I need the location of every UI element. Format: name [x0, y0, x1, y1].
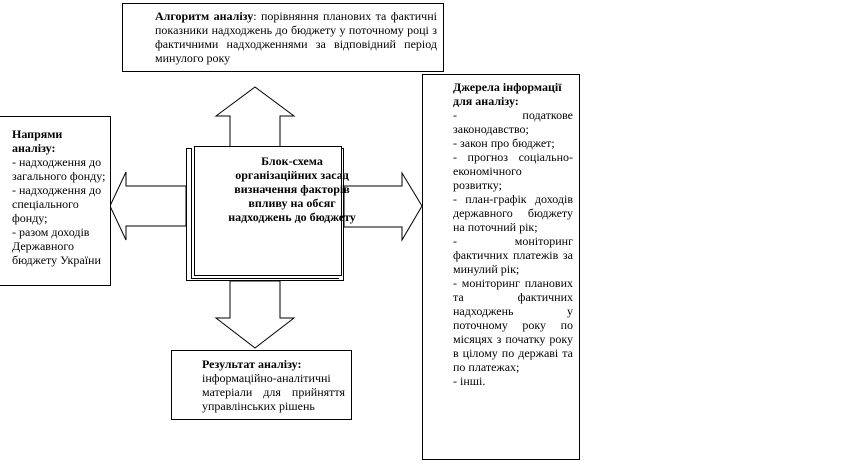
sources-item: - інші.	[453, 374, 486, 388]
arrow-left	[110, 172, 186, 240]
result-box	[171, 350, 352, 420]
result-title: Результат аналізу:	[202, 357, 302, 371]
directions-item: - разом доходів Державного бюджету України	[12, 225, 101, 267]
sources-item: - податкове законодавство;	[453, 108, 573, 136]
directions-box	[0, 116, 111, 286]
sources-title: Джерела інформації для аналізу:	[453, 80, 562, 108]
result-text: інформаційно-аналітичні матеріали для прийняття управлінських рішень	[202, 371, 345, 413]
directions-item: - надходження до загального фонду;	[12, 155, 106, 183]
algorithm-text: : порівняння планових та фактичні показники надходжень до бюджету у поточному році з фактичними надходженнями за відповідний період минулого року	[155, 9, 437, 65]
sources-item: - моніторинг фактичних платежів за минулий рік;	[453, 234, 573, 276]
sources-item: - прогноз соціально-економічного розвитку;	[453, 150, 573, 192]
directions-title: Напрями аналізу:	[12, 127, 63, 155]
arrow-down	[216, 281, 294, 348]
directions-item: - надходження до спеціального фонду;	[12, 183, 102, 225]
arrow-up	[216, 87, 294, 148]
center-block-text: Блок-схема організаційних засад визначення факторів впливу на обсяг надходжень до бюджету	[228, 154, 356, 224]
sources-item: - план-графік доходів державного бюджету на поточний рік;	[453, 192, 573, 234]
sources-item: - моніторинг планових та фактичних надходжень у поточному року по місяцях з початку року в цілому по державі та по платежах;	[453, 276, 573, 374]
algorithm-box	[122, 3, 444, 72]
sources-box	[422, 74, 580, 460]
algorithm-title: Алгоритм аналізу	[155, 9, 254, 23]
sources-item: - закон про бюджет;	[453, 136, 555, 150]
